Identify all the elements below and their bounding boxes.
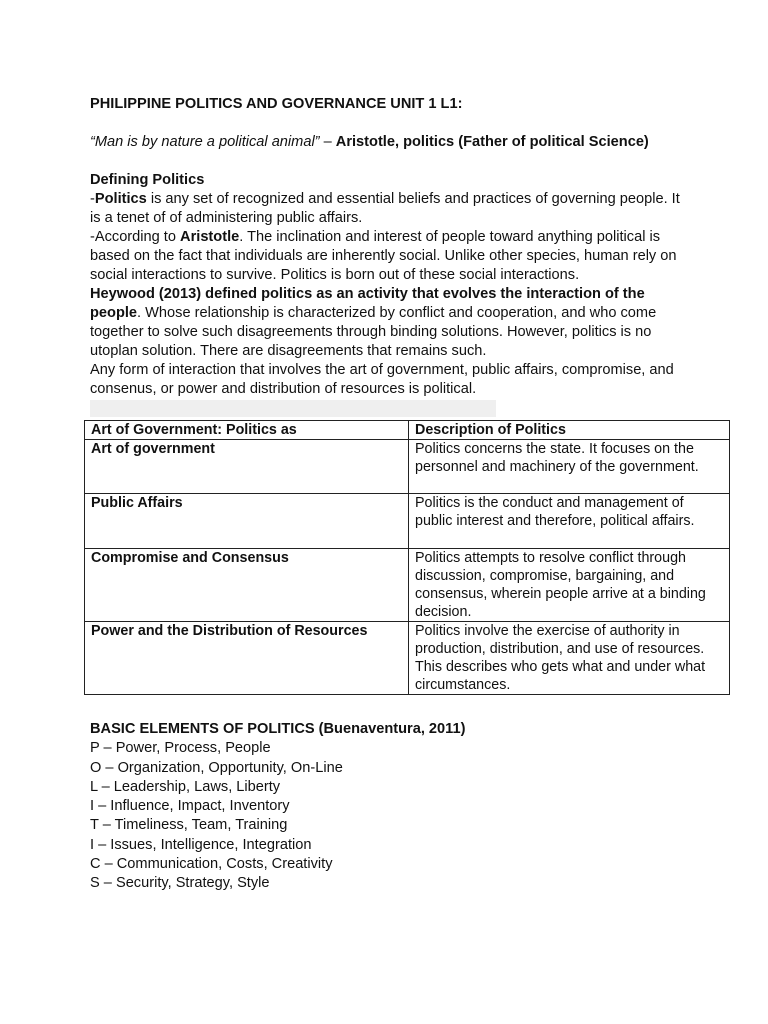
defining-politics-heading: Defining Politics — [90, 172, 205, 188]
defining-paragraph-4: Any form of interaction that involves the art of government, public affairs, compromise, and consenus, or power and distribution of resources is political. — [90, 362, 674, 397]
quote-attribution: Aristotle, politics (Father of political Science) — [335, 134, 649, 150]
p3-rest: . Whose relationship is characterized by conflict and cooperation, and who come together to solve such disagreements through binding solutions. However, politics is no utoplan solution. There are disagreements that remains such. — [90, 305, 657, 359]
list-item: P – Power, Process, People — [90, 740, 271, 757]
list-item: T – Timeliness, Team, Training — [90, 817, 288, 834]
p1-prefix: - — [90, 191, 95, 207]
list-item: L – Leadership, Laws, Liberty — [90, 778, 281, 795]
defining-paragraph-1 — [90, 190, 690, 228]
table-header-cell: Art of Government: Politics as — [85, 421, 409, 440]
table-cell-description: Politics is the conduct and management of public interest and therefore, political affairs. — [409, 494, 730, 549]
p2-prefix: -According to — [90, 229, 181, 245]
table-row — [85, 494, 730, 549]
list-item: S – Security, Strategy, Style — [90, 875, 270, 892]
list-item: I – Issues, Intelligence, Integration — [90, 836, 312, 853]
table-row — [85, 622, 730, 695]
table-row — [85, 440, 730, 494]
list-item: I – Influence, Impact, Inventory — [90, 798, 290, 815]
quote-text: “Man is by nature a political animal” — [90, 134, 320, 150]
politics-table — [84, 420, 730, 695]
basic-elements-heading: BASIC ELEMENTS OF POLITICS (Buenaventura, 2011) — [90, 721, 466, 737]
p2-rest: . The inclination and interest of people toward anything political is based on the fact that individuals are inherently social. Unlike other species, human rely on social interactions to survive. Politics is born out of these social interactions. — [90, 229, 677, 283]
table-header-row — [85, 421, 730, 440]
defining-paragraph-2 — [90, 228, 690, 285]
list-item: O – Organization, Opportunity, On-Line — [90, 759, 343, 776]
p1-bold: Politics — [94, 191, 147, 207]
table-cell-term: Power and the Distribution of Resources — [85, 622, 409, 695]
table-row — [85, 549, 730, 622]
table-cell-term: Public Affairs — [85, 494, 409, 549]
table-cell-term: Art of government — [85, 440, 409, 494]
table-header-cell: Description of Politics — [409, 421, 730, 440]
p1-rest: is any set of recognized and essential beliefs and practices of governing people. It is a tenet of of administering public affairs. — [90, 191, 680, 226]
aristotle-quote — [90, 133, 690, 152]
quote-dash: – — [319, 134, 336, 150]
table-cell-term: Compromise and Consensus — [85, 549, 409, 622]
p3-bold: Heywood (2013) defined politics as an activity that evolves the interaction of the people — [90, 286, 645, 321]
basic-elements-section — [90, 720, 690, 894]
table-cell-description: Politics attempts to resolve conflict through discussion, compromise, bargaining, and consensus, wherein people arrive at a binding decision. — [409, 549, 730, 622]
table-cell-description: Politics involve the exercise of authority in production, distribution, and use of resources. This describes who gets what and under what circumstances. — [409, 622, 730, 695]
table-cell-description: Politics concerns the state. It focuses on the personnel and machinery of the government. — [409, 440, 730, 494]
highlight-bar — [90, 400, 496, 417]
list-item: C – Communication, Costs, Creativity — [90, 856, 333, 873]
document-title: PHILIPPINE POLITICS AND GOVERNANCE UNIT 1 L1: — [90, 96, 463, 112]
defining-paragraph-3 — [90, 285, 690, 361]
p2-bold: Aristotle — [180, 229, 240, 245]
document-body — [90, 95, 690, 417]
